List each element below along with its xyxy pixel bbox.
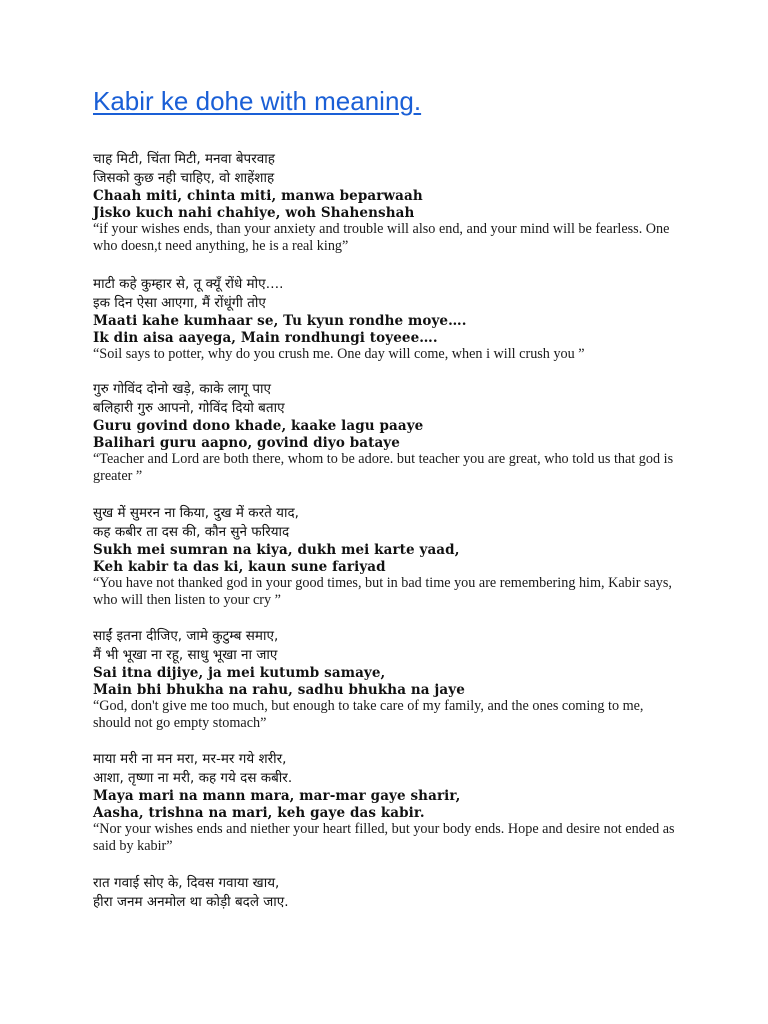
- doha-block: [93, 750, 683, 855]
- transliteration-line: Sai itna dijiye, ja mei kutumb samaye,: [93, 665, 386, 681]
- transliteration-line: Chaah miti, chinta miti, manwa beparwaah: [93, 188, 423, 204]
- doha-block: [93, 380, 683, 485]
- hindi-line: माटी कहे कुम्हार से, तू क्यूँ रोंधे मोए….: [93, 276, 284, 292]
- hindi-line: साईं इतना दीजिए, जामे कुटुम्ब समाए,: [93, 628, 279, 644]
- transliteration-line: Sukh mei sumran na kiya, dukh mei karte yaad,: [93, 542, 460, 558]
- transliteration-line: Jisko kuch nahi chahiye, woh Shahenshah: [93, 204, 415, 221]
- meaning-text: “Teacher and Lord are both there, whom to be adore. but teacher you are great, who told us that god is greater ”: [93, 451, 674, 484]
- doha-block: [93, 275, 683, 363]
- transliteration-line: Balihari guru aapno, govind diyo bataye: [93, 434, 400, 451]
- transliteration-line: Main bhi bhukha na rahu, sadhu bhukha na jaye: [93, 681, 465, 698]
- hindi-line: कह कबीर ता दस की, कौन सुने फरियाद: [93, 524, 290, 540]
- hindi-line: चाह मिटी, चिंता मिटी, मनवा बेपरवाह: [93, 151, 275, 167]
- hindi-line: जिसको कुछ नही चाहिए, वो शाहेंशाह: [93, 170, 275, 186]
- meaning-text: “if your wishes ends, than your anxiety and trouble will also end, and your mind will be fearless. One who doesn,t need anything, he is a real king”: [93, 221, 670, 254]
- meaning-text: “Nor your wishes ends and niether your heart filled, but your body ends. Hope and desire not ended as said by kabir”: [93, 821, 675, 854]
- meaning-text: “God, don't give me too much, but enough to take care of my family, and the ones coming to me, should not go empty stomach”: [93, 698, 644, 731]
- hindi-line: गुरु गोविंद दोनो खड़े, काके लागू पाए: [93, 381, 272, 397]
- hindi-line: आशा, तृष्णा ना मरी, कह गये दस कबीर.: [93, 770, 293, 786]
- hindi-line: इक दिन ऐसा आएगा, मैं रोंधूंगी तोए: [93, 295, 266, 311]
- doha-block: [93, 874, 683, 912]
- transliteration-line: Maati kahe kumhaar se, Tu kyun rondhe moye….: [93, 313, 467, 329]
- hindi-line: बलिहारी गुरु आपनो, गोविंद दियो बताए: [93, 400, 285, 416]
- hindi-line: मैं भी भूखा ना रहू, साधु भूखा ना जाए: [93, 647, 278, 663]
- hindi-line: हीरा जनम अनमोल था कोड़ी बदले जाए.: [93, 894, 289, 910]
- transliteration-line: Maya mari na mann mara, mar-mar gaye sharir,: [93, 788, 461, 804]
- hindi-line: रात गवाई सोए के, दिवस गवाया खाय,: [93, 875, 280, 891]
- transliteration-line: Keh kabir ta das ki, kaun sune fariyad: [93, 558, 386, 575]
- transliteration-line: Guru govind dono khade, kaake lagu paaye: [93, 418, 424, 434]
- doha-block: [93, 150, 683, 255]
- doha-block: [93, 627, 683, 732]
- page-title[interactable]: Kabir ke dohe with meaning.: [93, 86, 422, 116]
- transliteration-line: Ik din aisa aayega, Main rondhungi toyeee….: [93, 329, 438, 346]
- hindi-line: सुख मेें सुमरन ना किया, दुख मेें करते याद,: [93, 505, 299, 521]
- meaning-text: “You have not thanked god in your good times, but in bad time you are remembering him, Kabir says, who will then listen to your cry ”: [93, 575, 672, 608]
- hindi-line: माया मरी ना मन मरा, मर-मर गये शरीर,: [93, 751, 287, 767]
- transliteration-line: Aasha, trishna na mari, keh gaye das kabir.: [93, 804, 425, 821]
- meaning-text: “Soil says to potter, why do you crush me. One day will come, when i will crush you ”: [93, 346, 585, 362]
- doha-block: [93, 504, 683, 609]
